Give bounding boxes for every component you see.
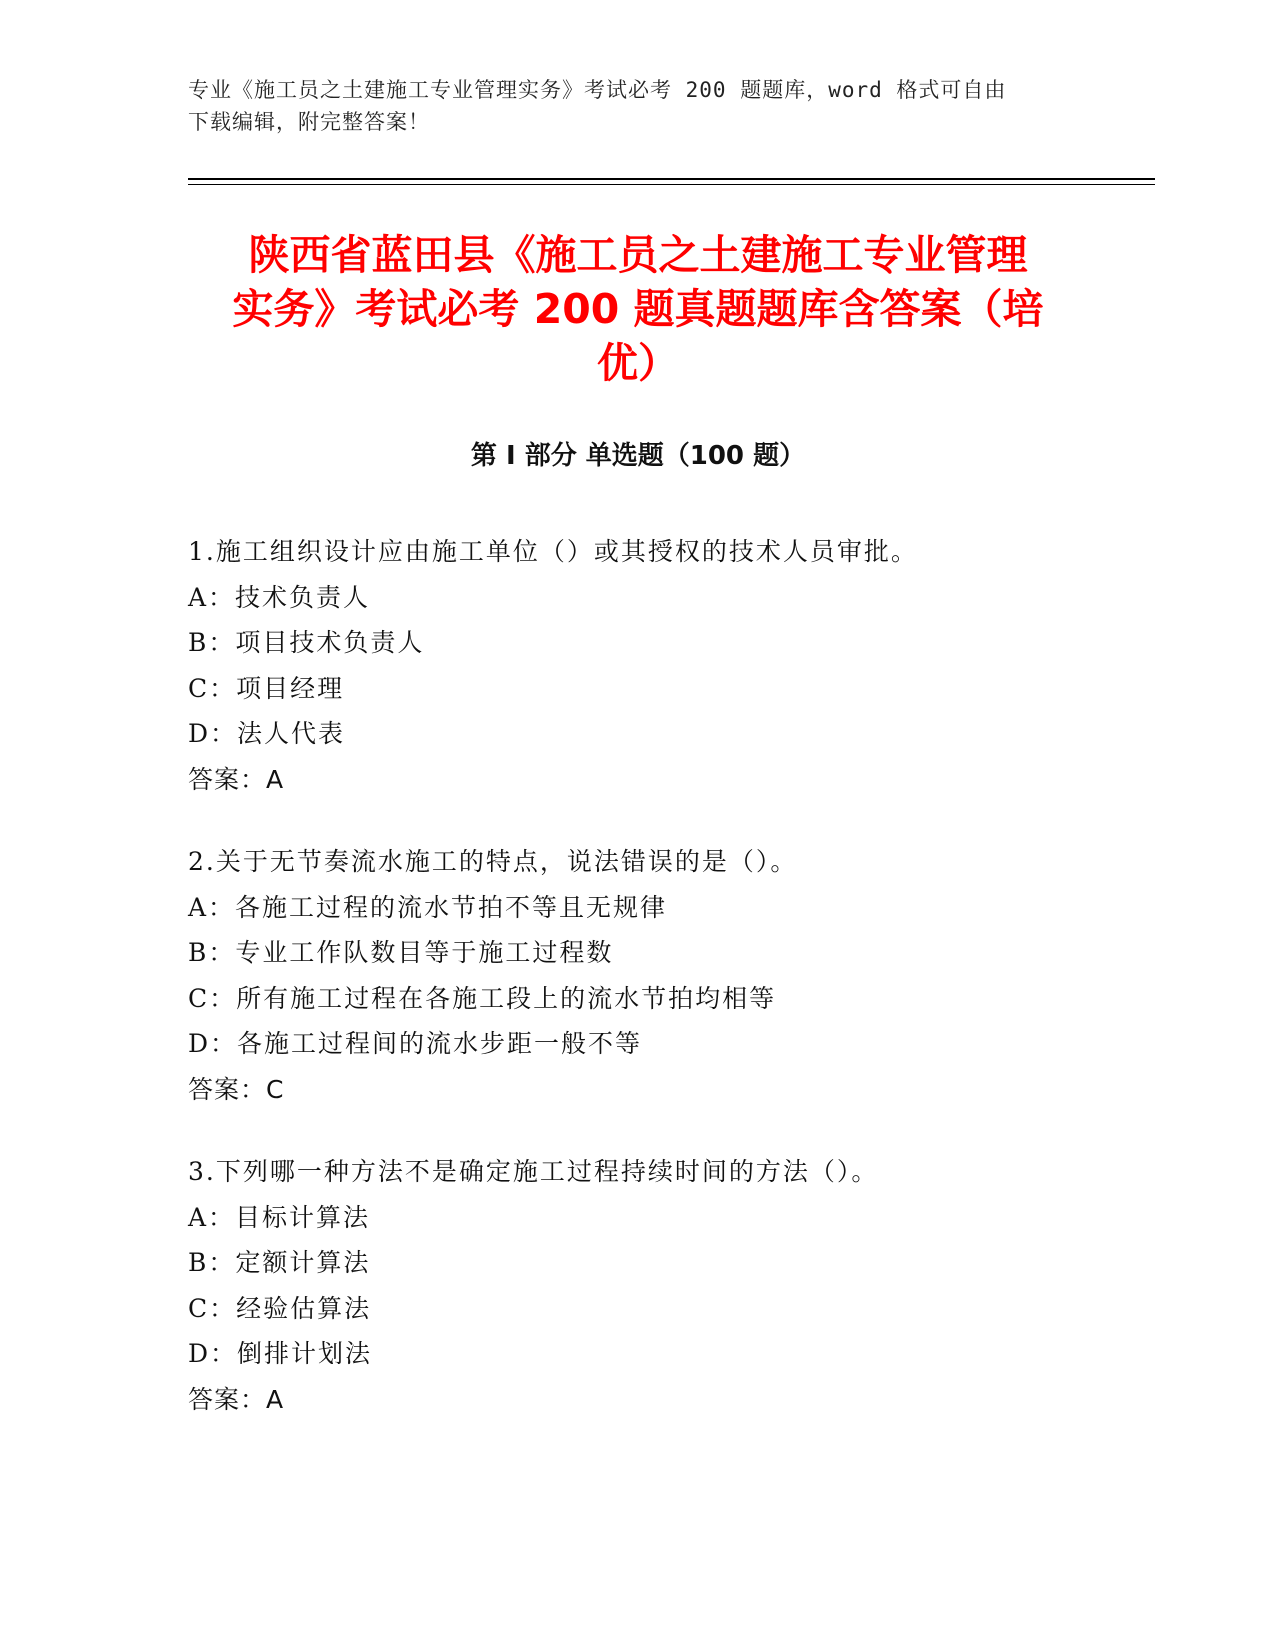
document-title [188,228,1088,390]
header-divider-thin [188,184,1155,185]
question-answer: 答案：C [188,1074,285,1104]
question-answer: 答案：A [188,764,285,794]
question-option: B：项目技术负责人 [188,628,425,657]
header-divider-thick [188,178,1155,180]
question-list [188,529,1168,1459]
question-option: B：专业工作队数目等于施工过程数 [188,938,614,967]
question-item [188,529,1168,802]
question-answer: 答案：A [188,1384,285,1414]
question-option: A：目标计算法 [188,1202,371,1232]
question-option: D：倒排计划法 [188,1339,373,1368]
document-title-line: 陕西省蓝田县《施工员之土建施工专业管理 [248,231,1028,279]
question-option: B：定额计算法 [188,1248,371,1277]
question-item [188,1149,1168,1422]
header-note [188,74,1088,138]
document-title-line: 实务》考试必考 200 题真题题库含答案（培 [232,285,1044,333]
question-option: D：法人代表 [188,719,346,748]
question-stem: 1.施工组织设计应由施工单位（）或其授权的技术人员审批。 [188,537,918,566]
question-option: A：各施工过程的流水节拍不等且无规律 [188,892,668,922]
question-stem: 2.关于无节奏流水施工的特点，说法错误的是（）。 [188,847,798,876]
section-heading: 第 I 部分 单选题（100 题） [470,441,806,471]
question-option: C：经验估算法 [188,1293,372,1323]
question-option: C：所有施工过程在各施工段上的流水节拍均相等 [188,983,777,1013]
document-title-line: 优） [597,339,679,387]
question-option: D：各施工过程间的流水步距一般不等 [188,1029,643,1058]
question-stem: 3.下列哪一种方法不是确定施工过程持续时间的方法（）。 [188,1157,879,1186]
question-option: A：技术负责人 [188,582,371,612]
header-note-line: 专业《施工员之土建施工专业管理实务》考试必考 200 题题库，word 格式可自由 [188,78,1007,102]
header-note-line: 下载编辑，附完整答案！ [188,110,430,134]
question-option: C：项目经理 [188,673,345,703]
question-item [188,839,1168,1112]
